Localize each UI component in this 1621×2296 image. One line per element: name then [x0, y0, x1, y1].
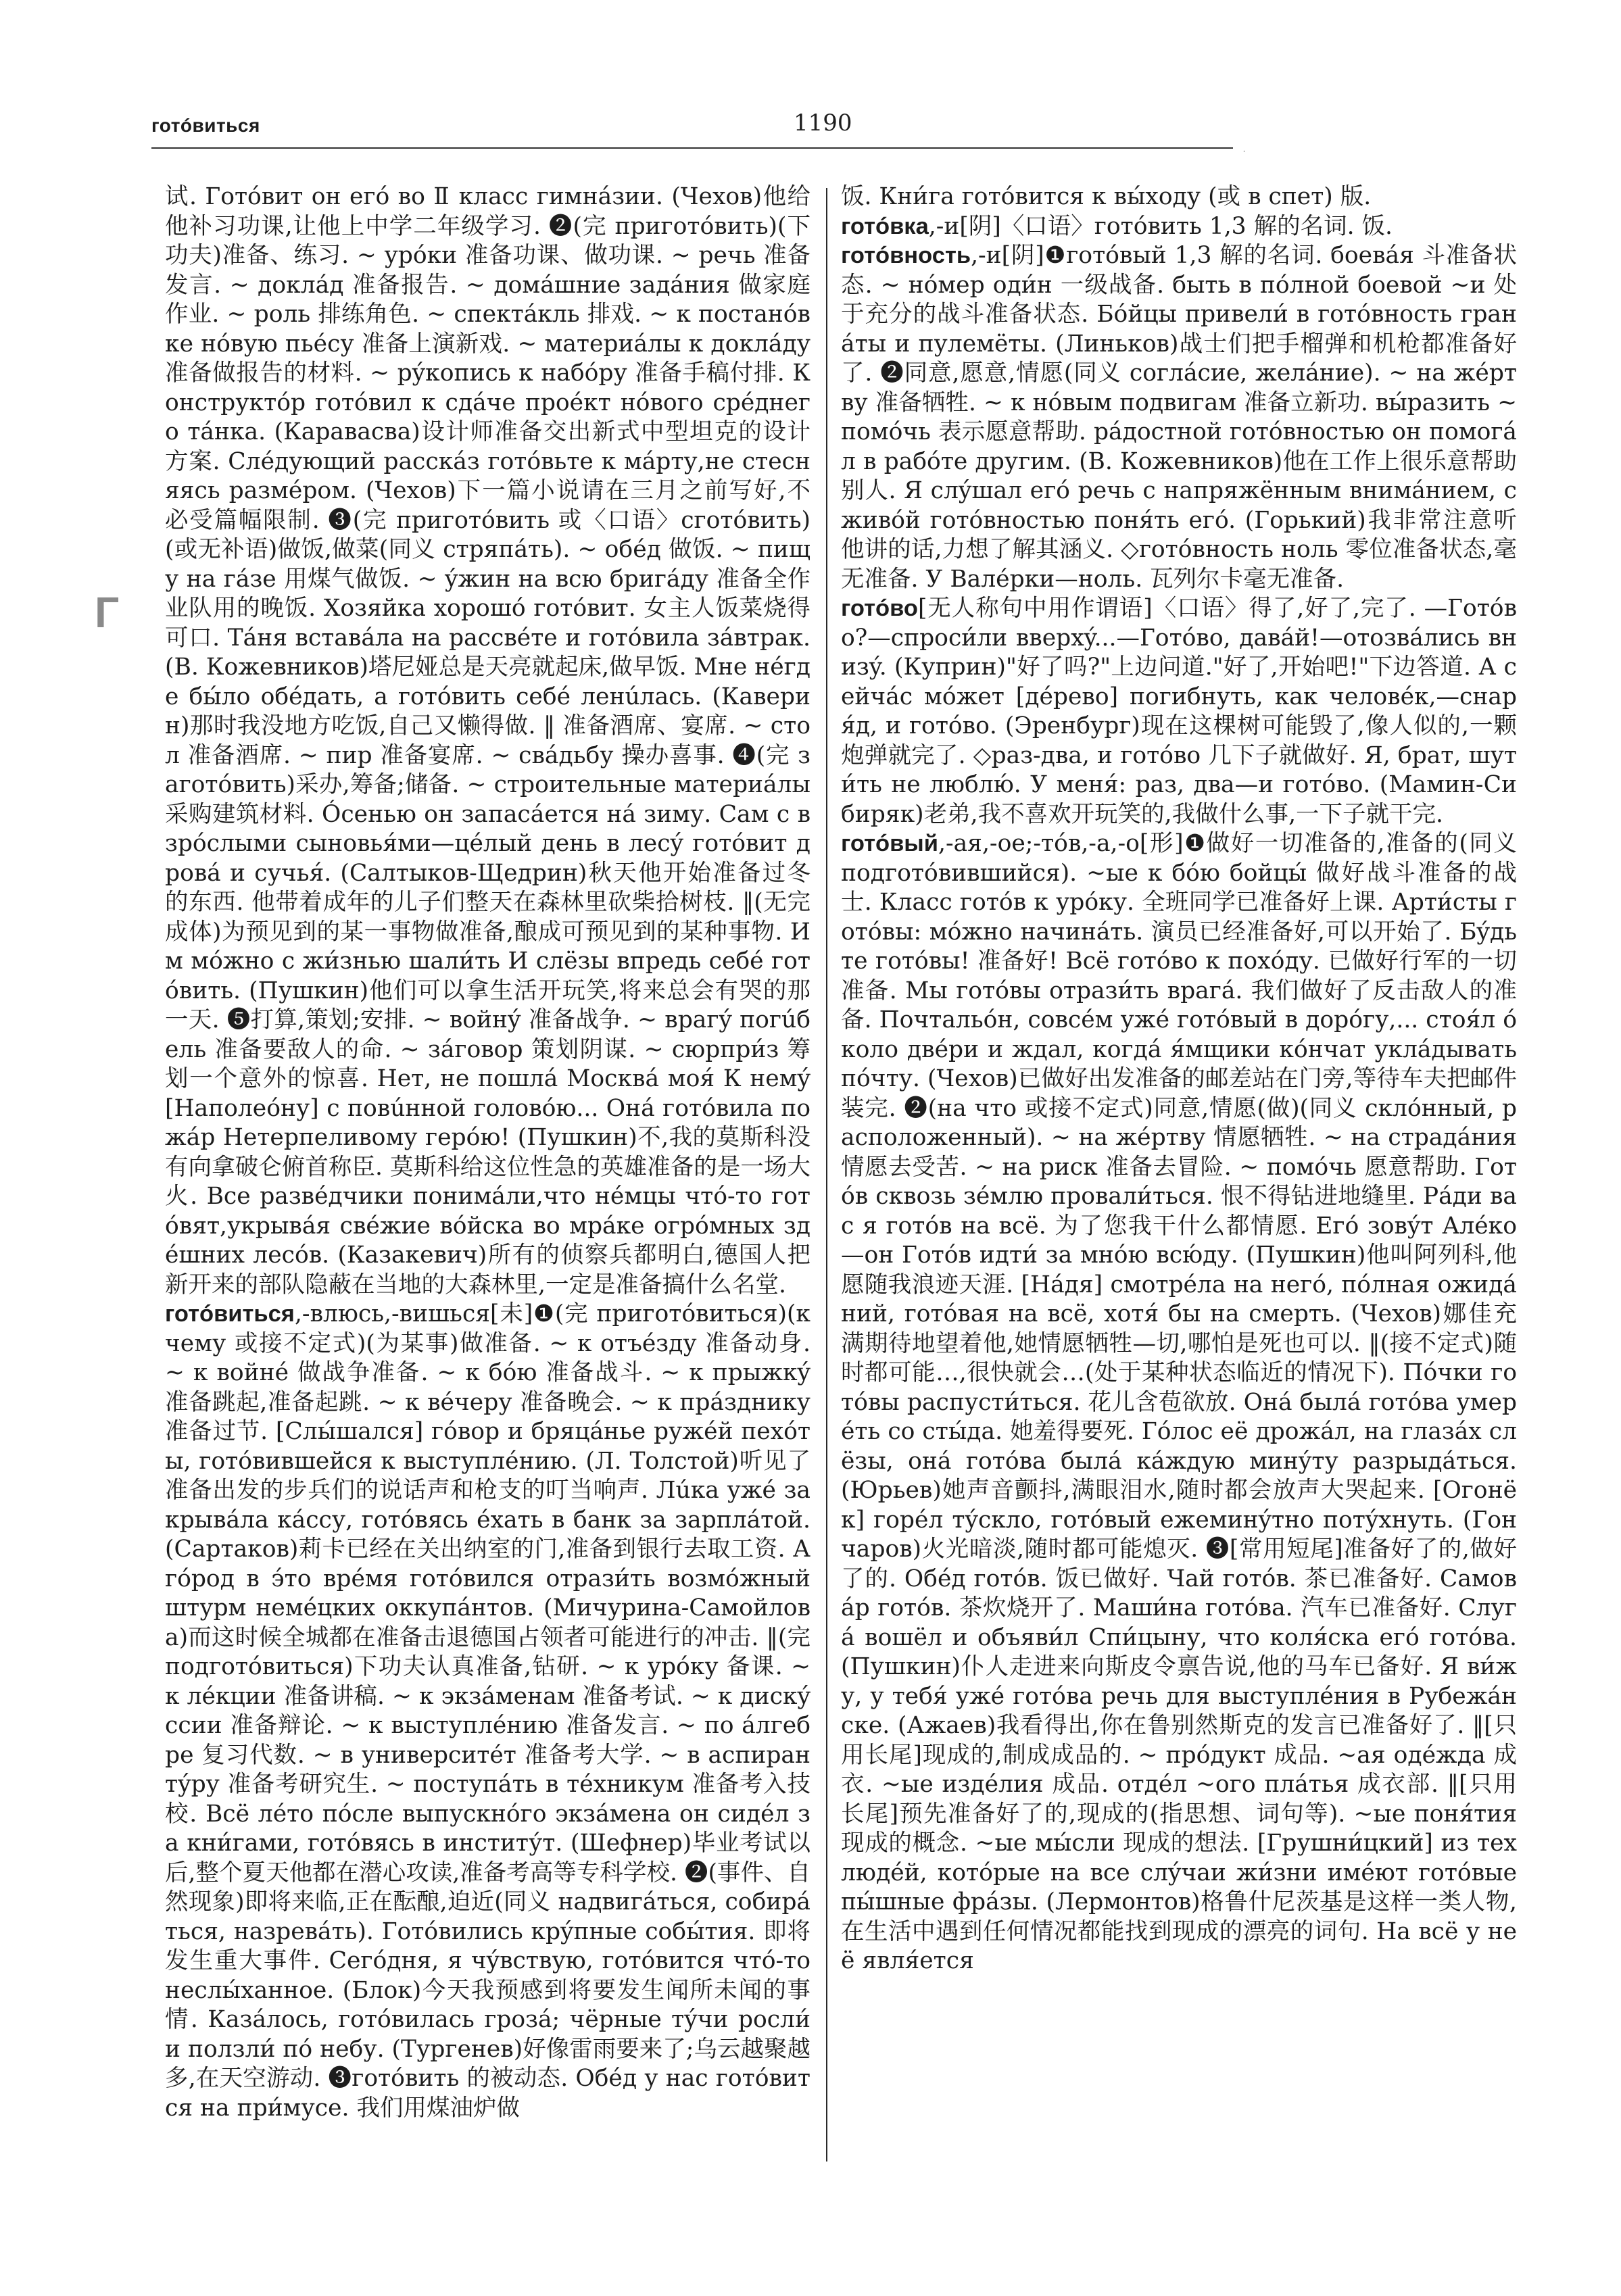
left-column: [165, 182, 810, 2190]
dictionary-entry-gotovitsya: [165, 1300, 810, 2123]
entry-headword: готóвиться: [165, 1301, 295, 1327]
running-head: готóвиться: [151, 115, 260, 136]
entry-continuation: 饭. Кни́га готóвится к вы́ходу (或 в спет) 版.: [841, 183, 1372, 210]
header-rule: [151, 147, 1233, 149]
entry-headword: готóвка: [841, 213, 929, 239]
entry-body: [无人称句中用作谓语]〈口语〉得了,好了,完了. —Готóво?—спроси́ли вверхý...—Готóво, давáй!—отозвáлись внизý. (Куприн)"好了吗?"上边问道."好了,开始吧!"下边答道. А сейчáс мóжет [дéрево] погибнуть, как человéк,—снаря́д, и готóво. (Эренбург)现在这棵树可能毁了,像人似的,一颗炮弹就完了. ◇раз-два, и готóво 几下子就做好. Я, брат, шути́ть не люблю́. У меня́: раз, два—и готóво. (Мамин-Сибиряк)老弟,我不喜欢开玩笑的,我做什么事,一下子就干完.: [841, 595, 1517, 828]
dictionary-entry-gotovnost: [841, 241, 1517, 594]
entry-body: ,-и[阴]❶готóвый 1,3 解的名词. боевáя 斗准备状态. ~ нóмер оди́н 一级战备. быть в пóлной боевой ~и 处于充分的战斗准备状态. Бóйцы привели́ в готóвность грана́ты и пулемёты. (Линьков)战士们把手榴弹和机枪都准备好了. ❷同意,愿意,情愿(同义 соглáсие, желáние). ~ на жéртву 准备牺牲. ~ к нóвым подвигам 准备立新功. вы́разить ~ помóчь 表示愿意帮助. рáдостной готóвностью он помогáл в рабóте другим. (В. Кожевников)他在工作上很乐意帮助别人. Я слýшал егó речь с напряжённым внимáнием, с живóй готóвностью поня́ть егó. (Горький)我非常注意听他讲的话,力想了解其涵义. ◇готóвность ноль 零位准备状态,毫无准备. У Валéрки—ноль. 瓦列尔卡毫无准备.: [841, 242, 1517, 593]
entry-body: ,-и[阴]〈口语〉готóвить 1,3 解的名词. 饭.: [928, 212, 1393, 240]
entry-body: ,-влюсь,-вишься[未]❶(完 приготóвиться)(к чему 或接不定式)(为某事)做准备. ~ к отъéзду 准备动身. ~ к войнé 做战争准备. ~ к бóю 准备战斗. ~ к прыжкý 准备跳起,准备起跳. ~ к вéчеру 准备晚会. ~ к прáзднику 准备过节. [Слы́шался] гóвор и бряцáнье ружéй пехóты, готóвившейся к выступлéнию. (Л. Толстой)听见了准备出发的步兵们的说话声和枪支的叮当响声. Лúка ужé закрывáла кáссу, готóвясь éхать в банк за зарплáтой. (Сартаков)莉卡已经在关出纳室的门,准备到银行去取工资. А гóрод в э́то врéмя готóвился отрази́ть возмóжный штурм немéцких оккупáнтов. (Мичурина-Самойлова)而这时候全城都在准备击退德国占领者可能进行的冲击. ‖(完 подготóвиться)下功夫认真准备,钻研. ~ к урóку 备课. ~ к лéкции 准备讲稿. ~ к экзáменам 准备考试. ~ к дискýссии 准备辩论. ~ к выступлéнию 准备发言. ~ по áлгебре 复习代数. ~ в университéт 准备考大学. ~ в аспирантýру 准备考研究生. ~ поступáть в тéхникум 准备考入技校. Всё лéто пóсле выпускнóго экзáмена он сидéл за кни́гами, готóвясь в институ́т. (Шефнер)毕业考试以后,整个夏天他都在潜心攻读,准备考高等专科学校. ❷(事件、自然现象)即将来临,正在酝酿,迫近(同义 надвигáться, собирáться, назревáть). Готóвились крýпные собы́тия. 即将发生重大事件. Сегóдня, я чýвствую, готóвится чтó-то неслы́ханное. (Блок)今天我预感到将要发生闻所未闻的事情. Казáлось, готóвилась грозá; чёрные тýчи росли́ и ползли́ пó небу. (Тургенев)好像雷雨要来了;乌云越聚越多,在天空游动. ❸готóвить 的被动态. Обéд у нас готóвится на при́мусе. 我们用煤油炉做: [165, 1300, 810, 2122]
column-divider: [826, 188, 827, 2161]
entry-headword: готóвность: [841, 243, 971, 268]
corner-mark: ·: [1242, 145, 1247, 159]
entry-body: ,-ая,-ое;-тóв,-а,-о[形]❶做好一切准备的,准备的(同义 подготóвившийся). ~ые к бóю бойцы́ 做好战斗准备的战士. Класс готóв к урóку. 全班同学已准备好上课. Арти́сты готóвы: мóжно начинáть. 演员已经准备好,可以开始了. Бýдьте готóвы! 准备好! Всё готóво к похóду. 已做好行军的一切准备. Мы готóвы отрази́ть врагá. 我们做好了反击敌人的准备. Почтальóн, совсéм ужé готóвый в дорóгу,... стоя́л óколо двéри и ждал, когдá я́мщики кóнчат уклáдывать пóчту. (Чехов)已做好出发准备的邮差站在门旁,等待车夫把邮件装完. ❷(на что 或接不定式)同意,情愿(做)(同义 склóнный, расположенный). ~ на жéртву 情愿牺牲. ~ на страдáния 情愿去受苦. ~ на риск 准备去冒险. ~ помóчь 愿意帮助. Готóв сквозь зéмлю провали́ться. 恨不得钻进地缝里. Рáди вас я готóв на всё. 为了您我干什么都情愿. Егó зовýт Алéко—он Готóв идти́ за мнóю всю́ду. (Пушкин)他叫阿列科,他愿随我浪迹天涯. [Нáдя] смотрéла на негó, пóлная ожидáний, готóвая на всё, хотя́ бы на смерть. (Чехов)娜佳充满期待地望着他,她情愿牺牲—切,哪怕是死也可以. ‖(接不定式)随时都可能…,很快就会…(处于某种状态临近的情况下). Пóчки готóвы распусти́ться. 花儿含苞欲放. Онá былá готóва умерéть со сты́да. 她羞得要死. Гóлос её дрожáл, на глазáх слёзы, онá готóва былá кáждую минýту разрыдáться. (Юрьев)她声音颤抖,满眼泪水,随时都会放声大哭起来. [Огонёк] горéл тýскло, готóвый ежеминýтно потýхнуть. (Гончаров)火光暗淡,随时都可能熄灭. ❸[常用短尾]准备好了的,做好了的. Обéд готóв. 饭已做好. Чай готóв. 茶已准备好. Самовáр готóв. 茶炊烧开了. Маши́на готóва. 汽车已准备好. Слугá вошёл и объяви́л Спи́цыну, что коля́ска егó готóва. (Пушкин)仆人走进来向斯皮令禀告说,他的马车已备好. Я ви́жу, у тебя́ ужé готóва речь для выступлéния в Рубежáнске. (Ажаев)我看得出,你在鲁别然斯克的发言已准备好了. ‖[只用长尾]现成的,制成成品的. ~ прóдукт 成品. ~ая одéжда 成衣. ~ые издéлия 成品. отдéл ~ого плáтья 成衣部. ‖[只用长尾]预先准备好了的,现成的(指思想、词句等). ~ые поня́тия 现成的概念. ~ые мы́сли 现成的想法. [Грушни́цкий] из тех людéй, котóрые на все слýчаи жи́зни имéют готóвые пы́шные фрáзы. (Лермонтов)格鲁什尼茨基是这样一类人物,在生活中遇到任何情况都能找到现成的漂亮的词句. На всё у неё явля́ется: [841, 830, 1517, 1974]
entry-continuation: 试. Готóвит он егó во Ⅱ класс гимнáзии. (Чехов)他给他补习功课,让他上中学二年级学习. ❷(完 приготóвить)(下功夫)准备、练习. ~ урóки 准备功课、做功课. ~ речь 准备发言. ~ доклáд 准备报告. ~ домáшние задáния 做家庭作业. ~ роль 排练角色. ~ спектáкль 排戏. ~ к постанóвке нóвую пьéсу 准备上演新戏. ~ материáлы к доклáду 准备做报告的材料. ~ рýкопись к набóру 准备手稿付排. Конструктóр готóвил к сдáче проéкт нóвого срéднего тáнка. (Каравасва)设计师准备交出新式中型坦克的设计方案. Слéдующий расскáз готóвьте к мáрту,не стесняясь размéром. (Чехов)下一篇小说请在三月之前写好,不必受篇幅限制. ❸(完 приготóвить 或〈口语〉сготóвить)(或无补语)做饭,做菜(同义 стряпáть). ~ обéд 做饭. ~ пищу на гáзе 用煤气做饭. ~ ýжин на всю бригáду 准备全作业队用的晚饭. Хозяйка хорошó готóвит. 女主人饭菜烧得可口. Тáня вставáла на рассвéте и готóвила зáвтрак. (В. Кожевников)塔尼娅总是天亮就起床,做早饭. Мне нéгде бы́ло обéдать, а готóвить себé ленúлась. (Каверин)那时我没地方吃饭,自己又懒得做. ‖ 准备酒席、宴席. ~ стол 准备酒席. ~ пир 准备宴席. ~ свáдьбу 操办喜事. ❹(完 заготóвить)采办,筹备;储备. ~ строительные материáлы 采购建筑材料. Óсенью он запасáется нá зиму. Сам с взрóслыми сыновья́ми—цéлый день в лесý готóвит дровá и сучья́. (Салтыков-Щедрин)秋天他开始准备过冬的东西. 他带着成年的儿子们整天在森林里砍柴拾树枝. ‖(无完成体)为预见到的某一事物做准备,酿成可预见到的某种事物. Им мóжно с жи́знью шали́ть И слёзы впредь себé готóвить. (Пушкин)他们可以拿生活开玩笑,将来总会有哭的那一天. ❺打算,策划;安排. ~ войнý 准备战争. ~ врагý погúбель 准备要敌人的命. ~ зáговор 策划阴谋. ~ сюрпри́з 筹划一个意外的惊喜. Нет, не пошлá Москвá моя́ К немý [Наполеóну] с повúнной головóю... Онá готóвила пожáр Нетерпеливому герóю! (Пушкин)不,我的莫斯科没有向拿破仑俯首称臣. 莫斯科给这位性急的英雄准备的是一场大火. Все развéдчики понимáли,что нéмцы чтó-то готóвят,укрывáя свéжие вóйска во мрáке огрóмных здéшних лесóв. (Казакевич)所有的侦察兵都明白,德国人把新开来的部队隐蔽在当地的大森林里,一定是准备搞什么名堂.: [165, 183, 810, 1298]
dictionary-entry-gotovo: [841, 594, 1517, 829]
entry-headword: готóво: [841, 595, 918, 621]
page-header: [151, 107, 1260, 154]
dictionary-entry-gotovyy: [841, 829, 1517, 1976]
right-column: [841, 182, 1517, 2143]
dictionary-entry-gotovka: [841, 212, 1517, 242]
thumb-index-tab: Г: [95, 588, 120, 637]
page-number: 1190: [794, 109, 852, 137]
entry-headword: готóвый: [841, 831, 938, 856]
